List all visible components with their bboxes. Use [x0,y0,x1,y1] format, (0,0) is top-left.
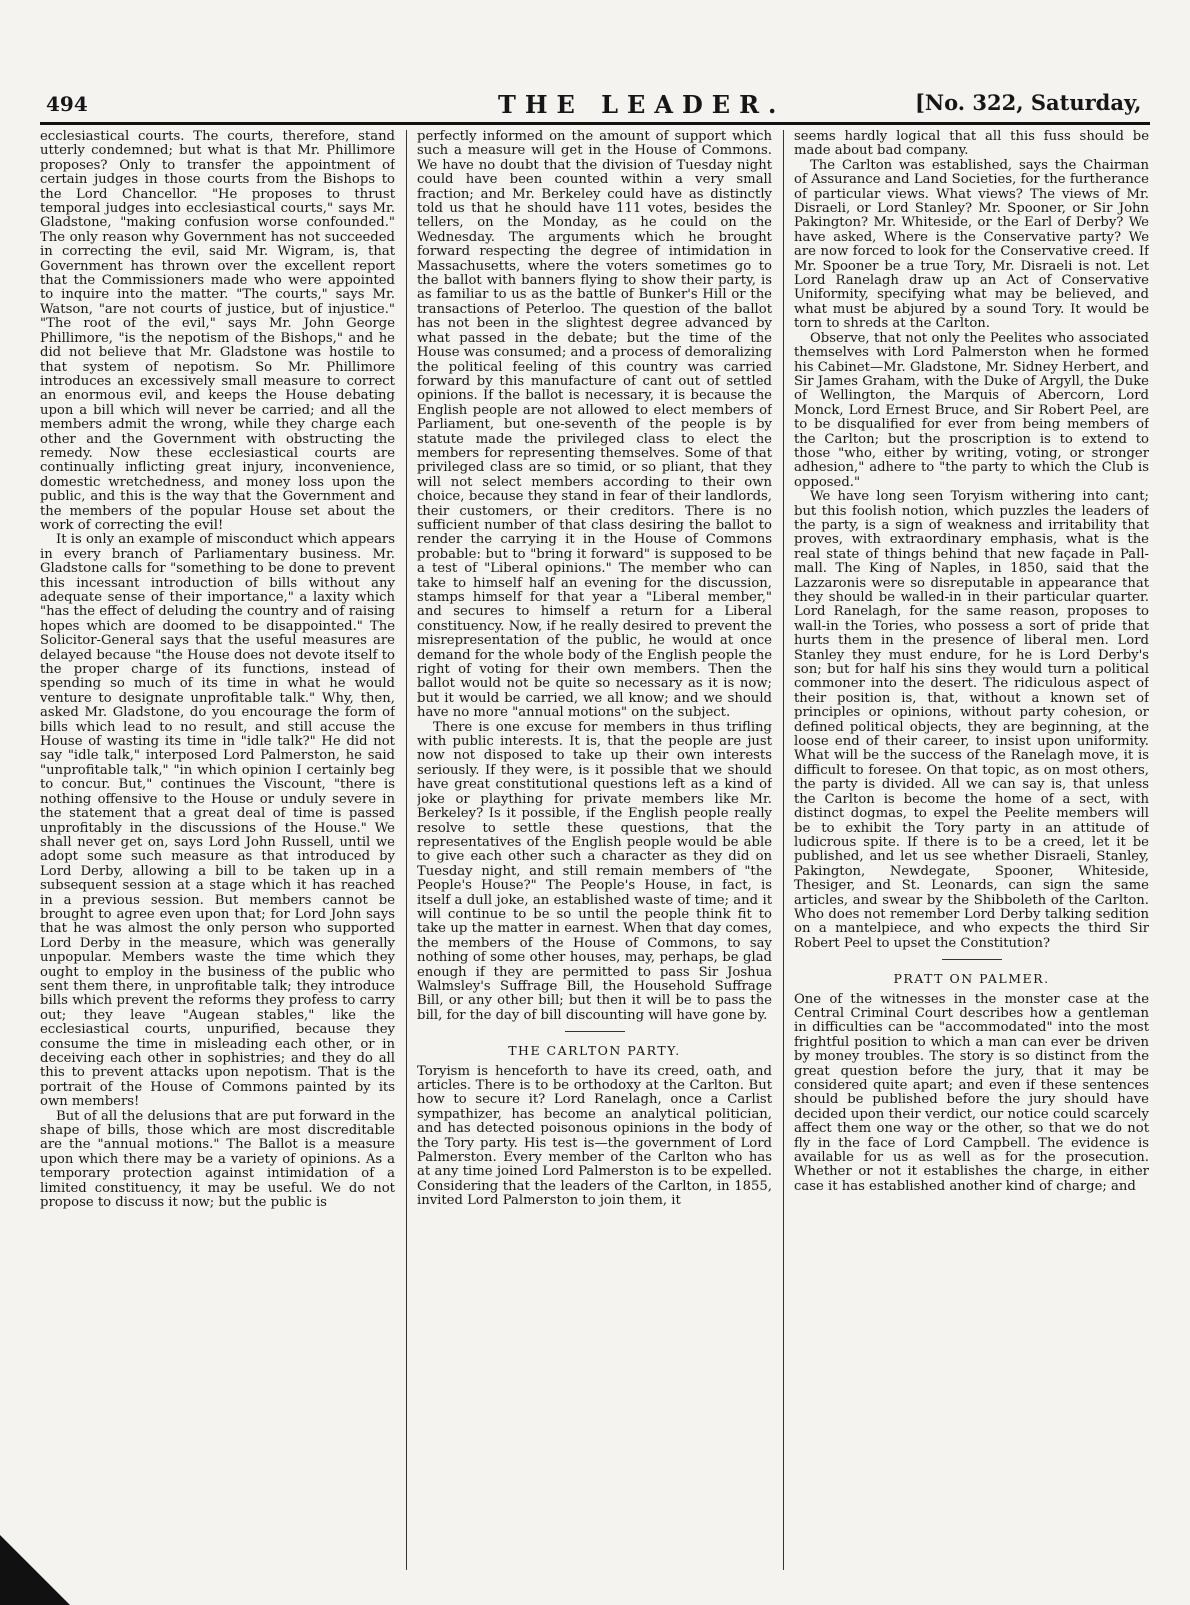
issue-info: [No. 322, Saturday, [915,90,1142,115]
paragraph: One of the witnesses in the monster case at the Central Criminal Court describes how a gentleman in difficulties can be "accommodated" into the most frightful position to which a man can ever be driven by money troubles. The story is so distinct from the great question before the jury, that it may be considered quite apart; and even if these sentences should be published before the jury should have decided upon their verdict, our notice could scarcely affect them one way or the other, so that we do not fly in the face of Lord Campbell. The evidence is available for us as well as for the prosecution. Whether or not it establishes the charge, in either case it has established another kind of charge; and [794,991,1149,1194]
column-divider [783,130,784,1570]
page-content [40,82,1150,1577]
column-divider [406,130,407,1570]
paragraph: We have long seen Toryism withering into cant; but this foolish notion, which puzzles the leaders of the party, is a sign of weakness and irritability that proves, with extraordinary emphasis, what is the real state of things behind that new façade in Pall-mall. The King of Naples, in 1850, said that the Lazzaronis were so disreputable in appearance that they should be walled-in in their particular quarter. Lord Ranelagh, for the same reason, proposes to wall-in the Tories, who possess a sort of pride that hurts them in the presence of liberal men. Lord Stanley they must endure, for he is Lord Derby's son; but for half his sins they would turn a political commoner into the desert. The ridiculous aspect of their position is, that, without a known set of principles or opinions, without party cohesion, or defined political objects, they are beginning, at the loose end of their career, to insist upon uniformity. What will be the success of the Ranelagh move, it is difficult to foresee. On that topic, as on most others, the party is divided. All we can say is, that unless the Carlton is become the home of a sect, with distinct dogmas, to expel the Peelite members will be to exhibit the Tory party in an attitude of ludicrous spite. If there is to be a creed, let it be published, and let us see whether Disraeli, Stanley, Pakington, Newdegate, Spooner, Whiteside, Thesiger, and St. Leonards, can sign the same articles, and swear by the Shibboleth of the Carlton. Who does not remember Lord Derby talking sedition on a mantelpiece, and who expects the third Sir Robert Peel to upset the Constitution? [794,489,1149,951]
masthead [40,82,1150,124]
section-heading-carlton: THE CARLTON PARTY. [508,1043,681,1059]
header-rule [40,122,1150,125]
paragraph: It is only an example of misconduct which appears in every branch of Parliamentary business. Mr. Gladstone calls for "something to be done to prevent this incessant introduction of bills without any adequate sense of their importance," a laxity which "has the effect of deluding the country and of raising hopes which are doomed to be disappointed." The Solicitor-General says that the useful measures are delayed because "the House does not devote itself to the proper charge of its functions, instead of spending so much of its time in what he would venture to designate unprofitable talk." Why, then, asked Mr. Gladstone, do you encourage the form of bills which lead to no result, and still accuse the House of wasting its time in "idle talk?" He did not say "idle talk," interposed Lord Palmerston, he said "unprofitable talk," "in which opinion I certainly beg to concur. But," continues the Viscount, "there is nothing offensive to the House or unduly severe in the statement that a great deal of time is passed unprofitably in the discussions of the House." We shall never get on, says Lord John Russell, until we adopt some such measure as that introduced by Lord Derby, allowing a bill to be taken up in a subsequent session at a stage which it has reached in a previous session. But members cannot be brought to agree even upon that; for Lord John says that he was almost the only person who supported Lord Derby in the measure, which was generally unpopular. Members waste the time which they ought to employ in the business of the public who sent them there, in unprofitable talk; they introduce bills which prevent the reforms they profess to carry out; they leave "Augean stables," like the ecclesiastical courts, unpurified, because they consume the time in misleading each other, or in deceiving each other in sophistries; and they do all this to prevent attacks upon nepotism. That is the portrait of the House of Commons painted by its own members! [40,532,395,1110]
page-corner-shadow [0,1535,70,1605]
newspaper-title: THE LEADER. [498,90,786,119]
paragraph: perfectly informed on the amount of support which such a measure will get in the House of Commons. We have no doubt that the division of Tuesday night could have been counted within a very small fraction; and Mr. Berkeley could have as distinctly told us that he should have 111 votes, besides the tellers, on the Monday, as he could on the Wednesday. The arguments which he brought forward respecting the degree of intimidation in Massachusetts, where the voters sometimes go to the ballot with banners flying to show their party, is as familiar to us as the battle of Bunker's Hill or the transactions of Peterloo. The question of the ballot has not been in the slightest degree advanced by what passed in the debate; but the time of the House was consumed; and a process of demoralizing the political feeling of this country was carried forward by this manufacture of cant out of settled opinions. If the ballot is necessary, it is because the English people are not allowed to elect members of Parliament, but one-seventh of the people is by statute made the privileged class to elect the members for representing themselves. Some of that privileged class are so timid, or so pliant, that they will not select members according to their own choice, because they stand in fear of their landlords, their customers, or their creditors. There is no sufficient number of that class desiring the ballot to render the carrying it in the House of Commons probable: but to "bring it forward" is supposed to be a test of "Liberal opinions." The member who can take to himself half an evening for the discussion, stamps himself for that year a "Liberal member," and secures to himself a return for a Liberal constituency. Now, if he really desired to prevent the misrepresentation of the public, he would at once demand for the whole body of the English people the right of voting for their own members. Then the ballot would not be quite so necessary as it is now; but it would be carried, we all know; and we should have no more "annual motions" on the subject. [417,130,772,721]
paragraph: Observe, that not only the Peelites who associated themselves with Lord Palmerston when he formed his Cabinet—Mr. Gladstone, Mr. Sidney Herbert, and Sir James Graham, with the Duke of Argyll, the Duke of Wellington, the Marquis of Abercorn, Lord Monck, Lord Ernest Bruce, and Sir Robert Peel, are to be disqualified for ever from being members of the Carlton; but the proscription is to extend to those "who, either by writing, voting, or stronger adhesion," adhere to "the party to which the Club is opposed." [794,330,1149,490]
column-2 [417,130,772,1570]
paragraph: ecclesiastical courts. The courts, therefore, stand utterly condemned; but what is that Mr. Phillimore proposes? Only to transfer the appointment of certain judges in those courts from the Bishops to the Lord Chancellor. "He proposes to thrust temporal judges into ecclesiastical courts," says Mr. Gladstone, "making confusion worse confounded." The only reason why Government has not succeeded in correcting the evil, said Mr. Wigram, is, that Government has thrown over the excellent report that the Commissioners made who were appointed to inquire into the matter. "The courts," says Mr. Watson, "are not courts of justice, but of injustice." "The root of the evil," says Mr. John George Phillimore, "is the nepotism of the Bishops," and he did not believe that Mr. Gladstone was hostile to that system of nepotism. So Mr. Phillimore introduces an excessively small measure to correct an enormous evil, and keeps the House debating upon a bill which will never be carried; and all the members admit the wrong, while they charge each other and the Government with obstructing the remedy. Now these ecclesiastical courts are continually inflicting great injury, inconvenience, domestic wretchedness, and money loss upon the public, and this is the way that the Government and the members of the popular House set about the work of correcting the evil! [40,130,395,533]
column-1 [40,130,395,1570]
section-heading-pratt: PRATT ON PALMER. [893,971,1050,987]
paragraph: seems hardly logical that all this fuss should be made about bad company. [794,130,1149,159]
section-rule [942,959,1002,960]
section-rule [565,1031,625,1032]
page-number: 494 [46,92,88,116]
paragraph: There is one excuse for members in thus trifling with public interests. It is, that the people are just now not disposed to take up their own interests seriously. If they were, is it possible that we should have great constitutional questions left as a kind of joke or plaything for private members like Mr. Berkeley? Is it possible, if the English people really resolve to settle these questions, that the representatives of the English people would be able to give each other such a character as they did on Tuesday night, and still remain members of "the People's House?" The People's House, in fact, is itself a dull joke, an established waste of time; and it will continue to be so until the people think fit to take up the matter in earnest. When that day comes, the members of the House of Commons, to say nothing of some other houses, may, perhaps, be glad enough if they are permitted to pass Sir Joshua Walmsley's Suffrage Bill, the Household Suffrage Bill, or any other bill; but then it will be to pass the bill, for the day of bill discounting will have gone by. [417,719,772,1023]
paragraph: The Carlton was established, says the Chairman of Assurance and Land Societies, for the furtherance of particular views. What views? The views of Mr. Disraeli, or Lord Stanley? Mr. Spooner, or Sir John Pakington? Mr. Whiteside, or the Earl of Derby? We have asked, Where is the Conservative party? We are now forced to look for the Conservative creed. If Mr. Spooner be a true Tory, Mr. Disraeli is not. Let Lord Ranelagh draw up an Act of Conservative Uniformity, specifying what may be believed, and what must be abjured by a sound Tory. It would be torn to shreds at the Carlton. [794,157,1149,332]
paragraph: But of all the delusions that are put forward in the shape of bills, those which are most discreditable are the "annual motions." The Ballot is a measure upon which there may be a variety of opinions. As a temporary protection against intimidation of a limited constituency, it may be useful. We do not propose to discuss it now; but the public is [40,1108,395,1211]
paragraph: Toryism is henceforth to have its creed, oath, and articles. There is to be orthodoxy at the Carlton. But how to secure it? Lord Ranelagh, once a Carlist sympathizer, has become an analytical politician, and has detected poisonous opinions in the body of the Tory party. His test is—the government of Lord Palmerston. Every member of the Carlton who has at any time joined Lord Palmerston is to be expelled. Considering that the leaders of the Carlton, in 1855, invited Lord Palmerston to join them, it [417,1063,772,1209]
column-3 [794,130,1149,1570]
